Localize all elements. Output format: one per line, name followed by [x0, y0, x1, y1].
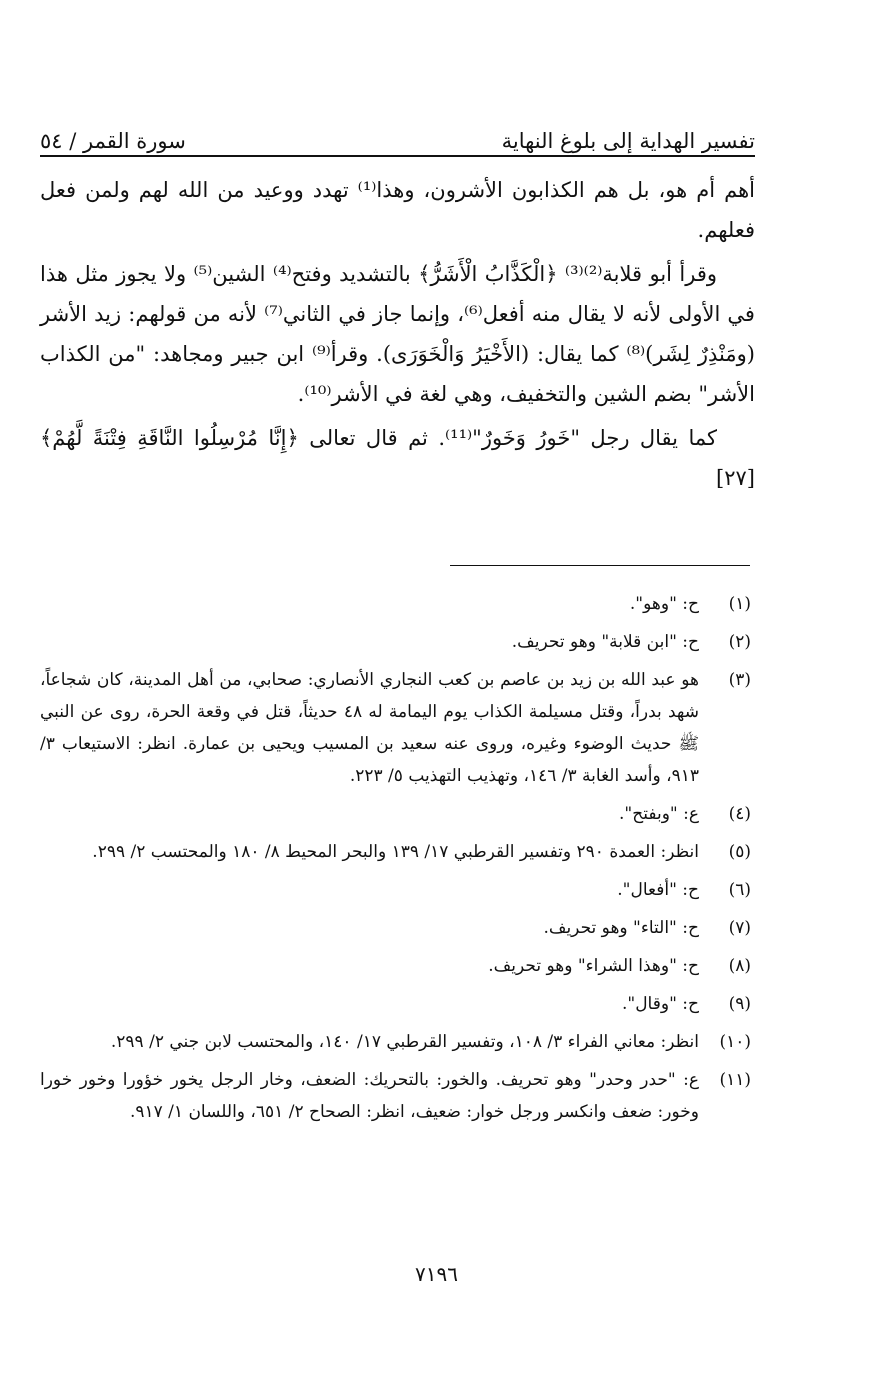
footnote — [40, 664, 751, 792]
footnote-text: ع: "حدر وحدر" وهو تحريف. والخور: بالتحريك: الضعف، وخار الرجل يخور خؤورا وخور خورا وخور: ضعف وانكسر ورجل خوار: ضعيف، انظر: الصحاح ٢/ ٦٥١، واللسان ١/ ٩١٧. — [40, 1070, 699, 1122]
paragraph-3: كما يقال رجل "خَورُ وَخَورٌ"⁽¹¹⁾. ثم قال تعالى ﴿إِنَّا مُرْسِلُوا النَّاقَةِ فِتْنَةً لَّهُمْ﴾ [٢٧] — [40, 426, 755, 490]
page-number: ٧١٩٦ — [415, 1262, 458, 1286]
book-title: تفسير الهداية إلى بلوغ النهاية — [501, 129, 755, 153]
footnote — [40, 626, 751, 658]
footnote-text: انظر: العمدة ٢٩٠ وتفسير القرطبي ١٧/ ١٣٩ والبحر المحيط ٨/ ١٨٠ والمحتسب ٢/ ٢٩٩. — [92, 842, 699, 862]
footnote-text: ح: "أفعال". — [617, 880, 699, 900]
footnote — [40, 798, 751, 830]
footnote-number: (٢) — [728, 632, 751, 652]
footnote-text: ح: "التاء" وهو تحريف. — [543, 918, 699, 938]
footnote — [40, 988, 751, 1020]
footnote-number: (٥) — [728, 842, 751, 862]
footnote — [40, 912, 751, 944]
footnote — [40, 1064, 751, 1128]
footnote-number: (٦) — [728, 880, 751, 900]
footnote-text: ع: "وبفتح". — [619, 804, 699, 824]
footnote-number: (٨) — [728, 956, 751, 976]
footnote-number: (١) — [728, 594, 751, 614]
running-header — [40, 112, 755, 152]
footnote-number: (١٠) — [719, 1032, 751, 1052]
footnote-number: (٩) — [728, 994, 751, 1014]
footnote — [40, 836, 751, 868]
footnote-text: انظر: معاني الفراء ٣/ ١٠٨، وتفسير القرطبي ١٧/ ١٤٠، والمحتسب لابن جني ٢/ ٢٩٩. — [110, 1032, 699, 1052]
paragraph-2: وقرأ أبو قلابة⁽²⁾⁽³⁾ ﴿الْكَذَّابُ الْأَشَرُّ﴾ بالتشديد وفتح⁽⁴⁾ الشين⁽⁵⁾ ولا يجوز مثل هذا في الأولى لأنه لا يقال منه أفعل⁽⁶⁾، وإنما جاز في الثاني⁽⁷⁾ لأنه من قولهم: زيد الأشر (ومَنْذِرٌ لِشَر)⁽⁸⁾ كما يقال: (الأَخْيَرُ وَالْخَوَرَى). وقرأ⁽⁹⁾ ابن جبير ومجاهد: "من الكذاب الأشر" بضم الشين والتخفيف، وهي لغة في الأشر⁽¹⁰⁾. — [40, 262, 755, 406]
footnote-number: (٣) — [728, 670, 751, 690]
footnote — [40, 1026, 751, 1058]
footnote-number: (٧) — [728, 918, 751, 938]
header-rule — [40, 155, 755, 157]
footnote — [40, 588, 751, 620]
footnotes — [40, 588, 751, 1134]
footnote-text: ح: "وهو". — [629, 594, 699, 614]
footnote-text: ح: "ابن قلابة" وهو تحريف. — [511, 632, 699, 652]
surah-label: سورة القمر / ٥٤ — [40, 129, 186, 153]
footnote-text: ح: "وهذا الشراء" وهو تحريف. — [488, 956, 699, 976]
footnote-number: (١١) — [719, 1070, 751, 1090]
footnote-text: ح: "وقال". — [621, 994, 699, 1014]
footnote — [40, 874, 751, 906]
footnote-separator — [450, 565, 750, 566]
paragraph-1: أهم أم هو، بل هم الكذابون الأشرون، وهذا⁽¹⁾ تهدد ووعيد من الله لهم ولمن فعل فعلهم. — [40, 178, 755, 242]
main-text — [40, 170, 755, 502]
footnote — [40, 950, 751, 982]
footnote-text: هو عبد الله بن زيد بن عاصم بن كعب النجاري الأنصاري: صحابي، من أهل المدينة، كان شجاعاً، شهد بدراً، وقتل مسيلمة الكذاب يوم اليمامة له ٤٨ حديثاً، قتل في وقعة الحرة، روى عن النبي ﷺ حديث الوضوء وغيره، وروى عنه سعيد بن المسيب ويحيى بن عمارة. انظر: الاستيعاب ٣/ ٩١٣، وأسد الغابة ٣/ ١٤٦، وتهذيب التهذيب ٥/ ٢٢٣. — [40, 670, 700, 786]
footnote-number: (٤) — [728, 804, 751, 824]
